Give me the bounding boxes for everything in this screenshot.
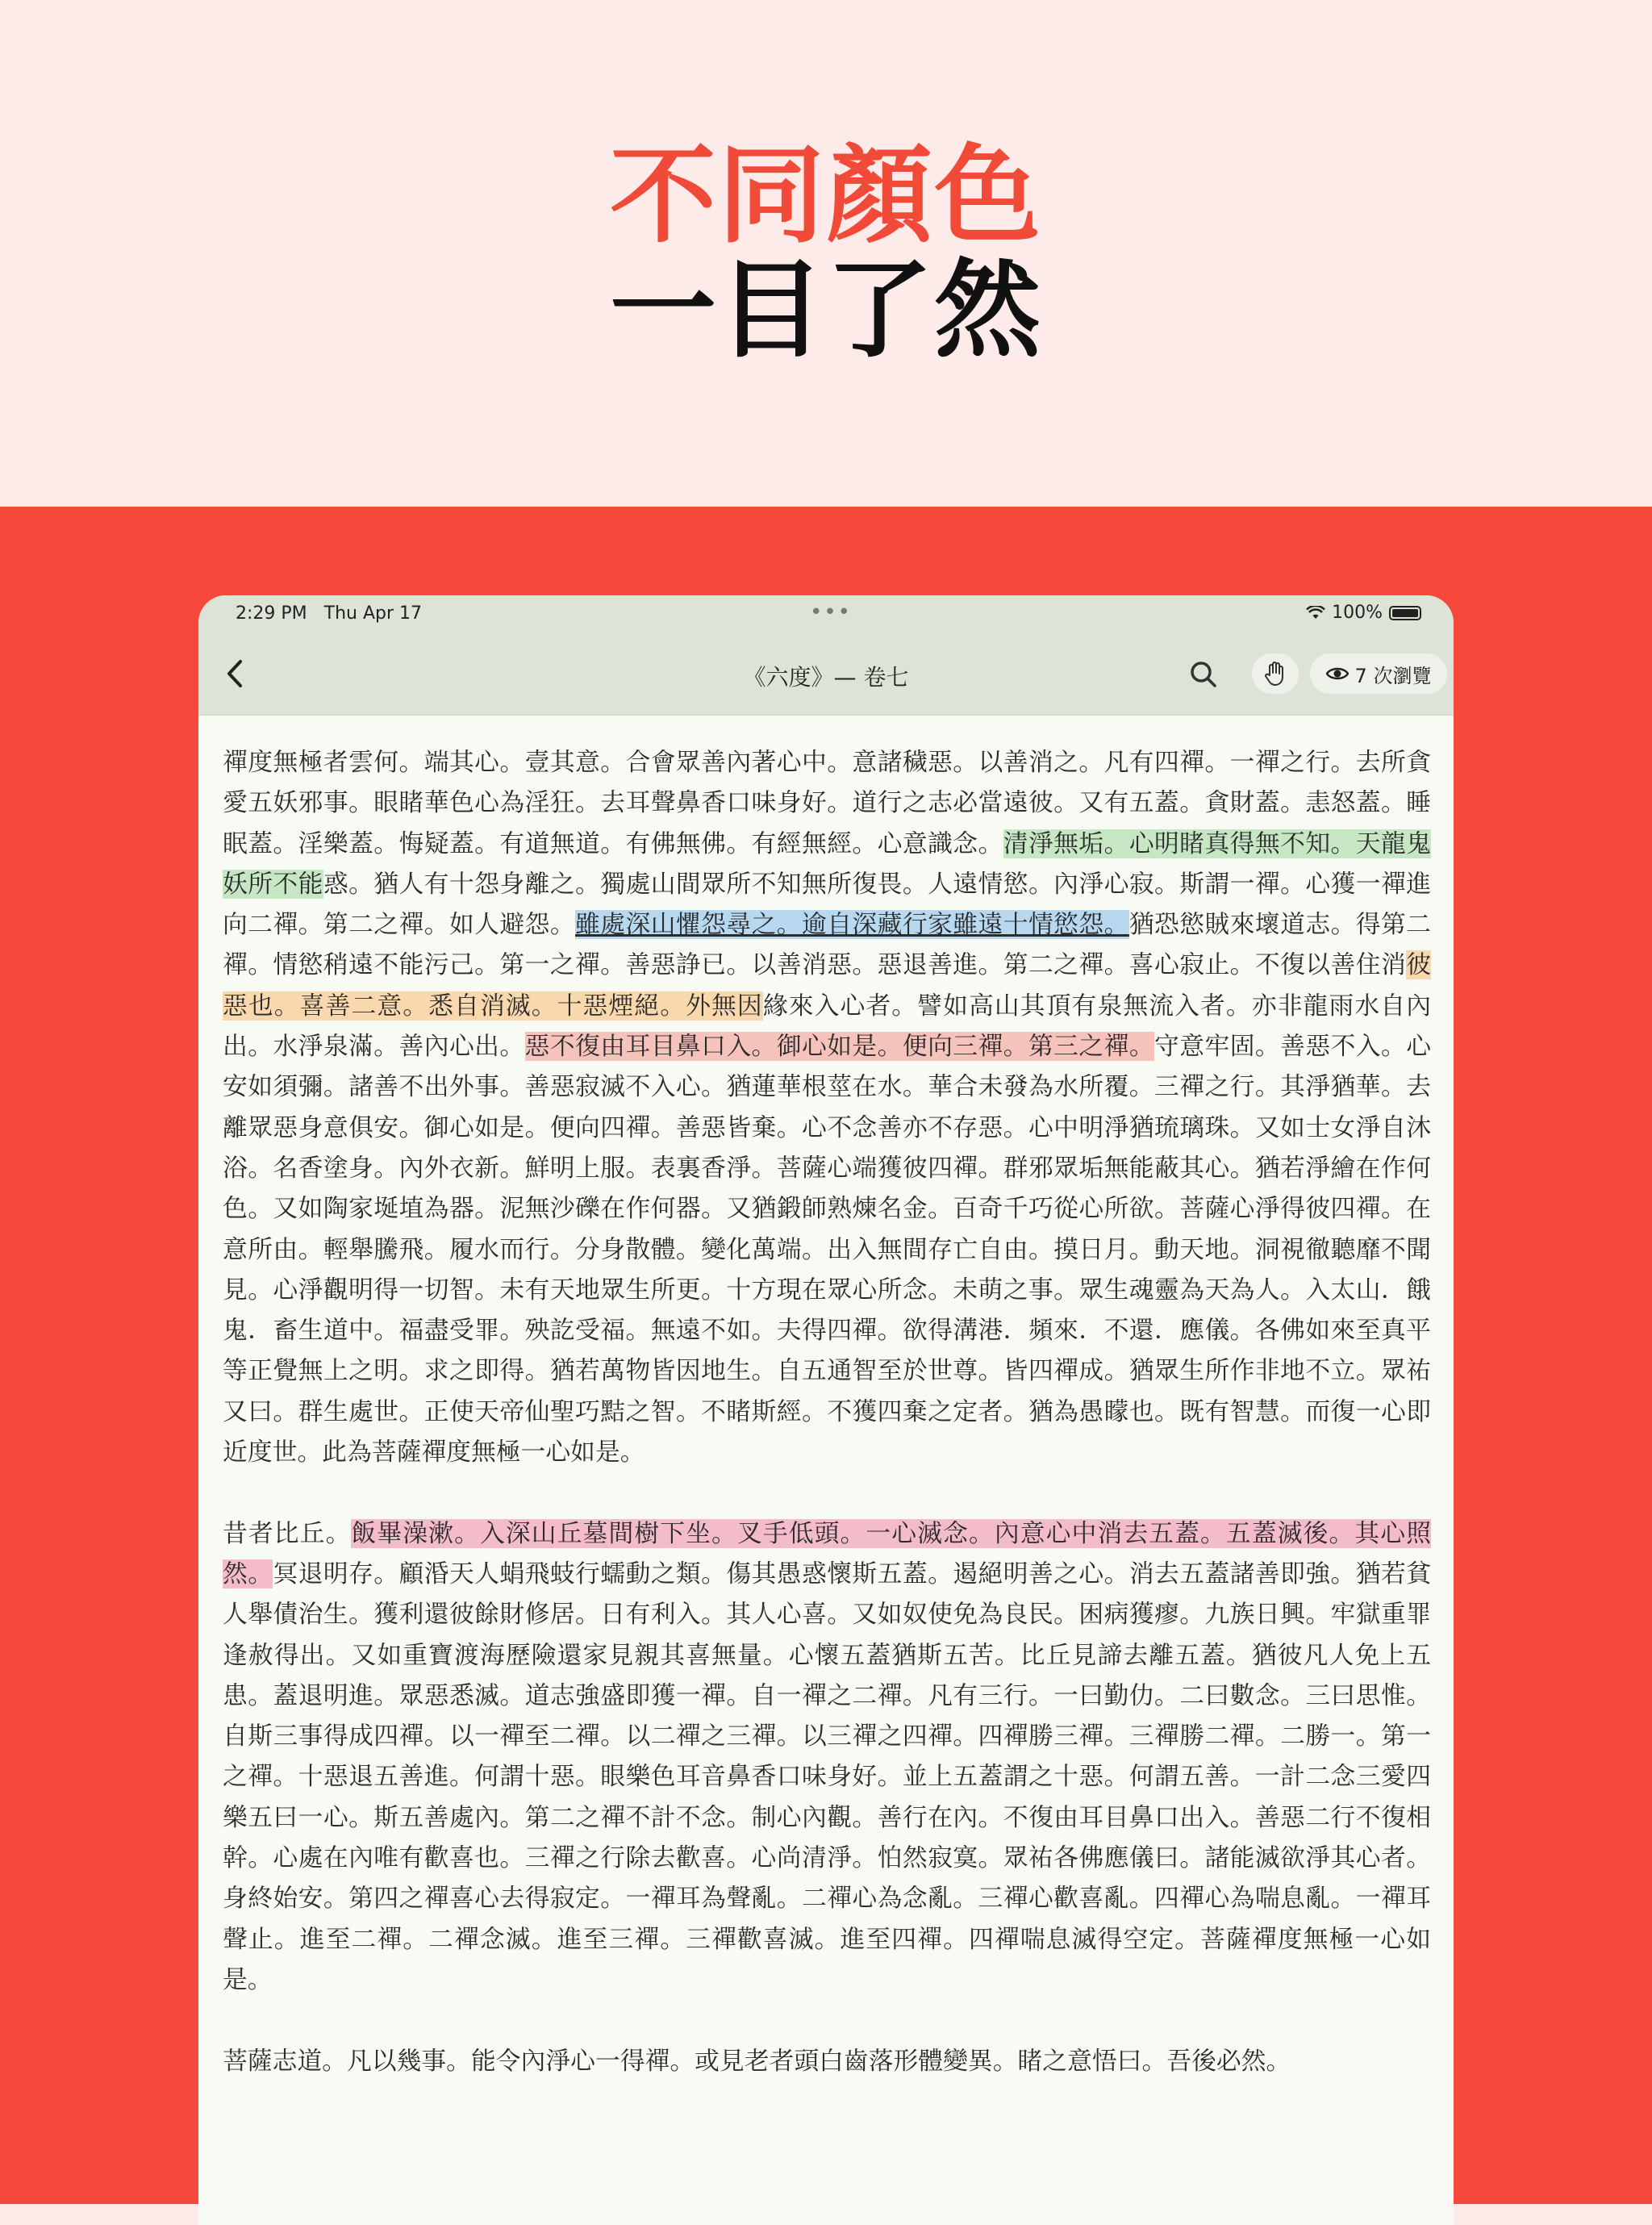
views-button[interactable] xyxy=(1310,653,1447,694)
wifi-icon xyxy=(1306,606,1325,620)
hero-headline: 一目了然 xyxy=(610,248,1042,373)
tablet-screen xyxy=(198,595,1454,2225)
battery-icon xyxy=(1389,606,1421,620)
battery-percent: 100% xyxy=(1332,603,1383,623)
hand-icon xyxy=(1263,661,1287,687)
highlight-red[interactable]: 惡不復由耳目鼻口入。御心如是。便向三禪。第三之禪。 xyxy=(524,1032,1155,1062)
hero-section xyxy=(0,0,1652,507)
views-count: 7 次瀏覽 xyxy=(1354,664,1432,687)
eye-icon xyxy=(1326,666,1349,682)
search-button[interactable] xyxy=(1187,658,1220,691)
status-right xyxy=(1306,603,1421,623)
highlight-green[interactable]: 清淨無垢。心明睹真得無不知。天龍鬼妖所不能 xyxy=(223,829,1432,899)
status-time: 2:29 PM Thu Apr 17 xyxy=(236,603,423,624)
highlight-blue[interactable]: 雖處深山懼怨尋之。逾自深藏行家雖遠十情慾怨。 xyxy=(575,910,1129,940)
nav-bar xyxy=(198,634,1454,716)
nav-title: 《六度》— 卷七 xyxy=(743,664,909,691)
paragraph-1: 禪度無極者雲何。端其心。壹其意。合會眾善內著心中。意諸穢惡。以善消之。凡有四禪。一禪之行。去所貪愛五妖邪事。眼睹華色心為淫狂。去耳聲鼻香口味身好。道行之志必當遠彼。又有五蓋。貪財蓋。恚怒蓋。睡眠蓋。淫樂蓋。悔疑蓋。有道無道。有佛無佛。有經無經。心意識念。清淨無垢。心明睹真得無不知。天龍鬼妖所不能惑。猶人有十怨身離之。獨處山間眾所不知無所復畏。人遠情慾。內淨心寂。斯謂一禪。心獲一禪進向二禪。第二之禪。如人避怨。雖處深山懼怨尋之。逾自深藏行家雖遠十情慾怨。猶恐慾賊來壞道志。得第二禪。情慾稍遠不能污己。第一之禪。善惡諍已。以善消惡。惡退善進。第二之禪。喜心寂止。不復以善住消彼惡也。喜善二意。悉自消滅。十惡煙絕。外無因緣來入心者。譬如高山其頂有泉無流入者。亦非龍雨水自內出。水淨泉滿。善內心出。惡不復由耳目鼻口入。御心如是。便向三禪。第三之禪。守意牢固。善惡不入。心安如須彌。諸善不出外事。善惡寂滅不入心。猶蓮華根莖在水。華合未發為水所覆。三禪之行。其淨猶華。去離眾惡身意俱安。御心如是。便向四禪。善惡皆棄。心不念善亦不存惡。心中明淨猶琉璃珠。又如士女淨自沐浴。名香塗身。內外衣新。鮮明上服。表裏香淨。菩薩心端獲彼四禪。群邪眾垢無能蔽其心。猶若淨繪在作何色。又如陶家埏埴為器。泥無沙礫在作何器。又猶鍛師熟煉名金。百奇千巧從心所欲。菩薩心淨得彼四禪。在意所由。輕舉騰飛。履水而行。分身散體。變化萬端。出入無間存亡自由。摸日月。動天地。洞視徹聽靡不聞見。心淨觀明得一切智。未有天地眾生所更。十方現在眾心所念。未萌之事。眾生魂靈為天為人。入太山．餓鬼．畜生道中。福盡受罪。殃訖受福。無遠不如。夫得四禪。欲得溝港．頻來．不還．應儀。各佛如來至真平等正覺無上之明。求之即得。猶若萬物皆因地生。自五通智至於世尊。皆四禪成。猶眾生所作非地不立。眾祐又曰。群生處世。正使天帝仙聖巧黠之智。不睹斯經。不獲四棄之定者。猶為愚矇也。既有智慧。而復一心即近度世。此為菩薩禪度無極一心如是。 xyxy=(223,748,1432,1467)
hand-button[interactable] xyxy=(1252,653,1299,694)
status-bar xyxy=(198,595,1454,634)
paragraph-2: 昔者比丘。飯畢澡漱。入深山丘墓間樹下坐。叉手低頭。一心滅念。內意心中消去五蓋。五蓋滅後。其心照然。冥退明存。顧涽天人蜎飛蚑行蠕動之類。傷其愚惑懷斯五蓋。遏絕明善之心。消去五蓋諸善即強。猶若貧人舉債治生。獲利還彼餘財修居。日有利入。其人心喜。又如奴使免為良民。困病獲瘳。九族日興。牢獄重罪逢赦得出。又如重寶渡海歷險還家見親其喜無量。心懷五蓋猶斯五苦。比丘見諦去離五蓋。猶彼凡人免上五患。蓋退明進。眾惡悉滅。道志強盛即獲一禪。自一禪之二禪。凡有三行。一曰勤仂。二曰數念。三曰思惟。自斯三事得成四禪。以一禪至二禪。以二禪之三禪。以三禪之四禪。四禪勝三禪。三禪勝二禪。二勝一。第一之禪。十惡退五善進。何謂十惡。眼樂色耳音鼻香口味身好。並上五蓋謂之十惡。何謂五善。一計二念三愛四樂五曰一心。斯五善處內。第二之禪不計不念。制心內觀。善行在內。不復由耳目鼻口出入。善惡二行不復相幹。心處在內唯有歡喜也。三禪之行除去歡喜。心尚清淨。怕然寂寞。眾祐各佛應儀曰。諸能滅欲淨其心者。身終始安。第四之禪喜心去得寂定。一禪耳為聲亂。二禪心為念亂。三禪心歡喜亂。四禪心為喘息亂。一禪耳聲止。進至二禪。二禪念滅。進至三禪。三禪歡喜滅。進至四禪。四禪喘息滅得空定。菩薩禪度無極一心如是。 xyxy=(223,1518,1432,1994)
multitasking-dots-icon[interactable]: ••• xyxy=(810,600,853,624)
highlight-pink[interactable]: 飯畢澡漱。入深山丘墓間樹下坐。叉手低頭。一心滅念。內意心中消去五蓋。五蓋滅後。其心照然。 xyxy=(223,1518,1432,1588)
reader-content[interactable] xyxy=(223,742,1431,2122)
highlight-orange[interactable]: 彼惡也。喜善二意。悉自消滅。十惡煙絕。外無因 xyxy=(223,950,1431,1021)
search-icon xyxy=(1187,658,1220,691)
paragraph-3: 菩薩志道。凡以幾事。能令內淨心一得禪。或見老者頭白齒落形體變異。睹之意悟曰。吾後必然。 xyxy=(223,2046,1291,2076)
hero-headline-accent: 不同顏色 xyxy=(610,134,1042,258)
